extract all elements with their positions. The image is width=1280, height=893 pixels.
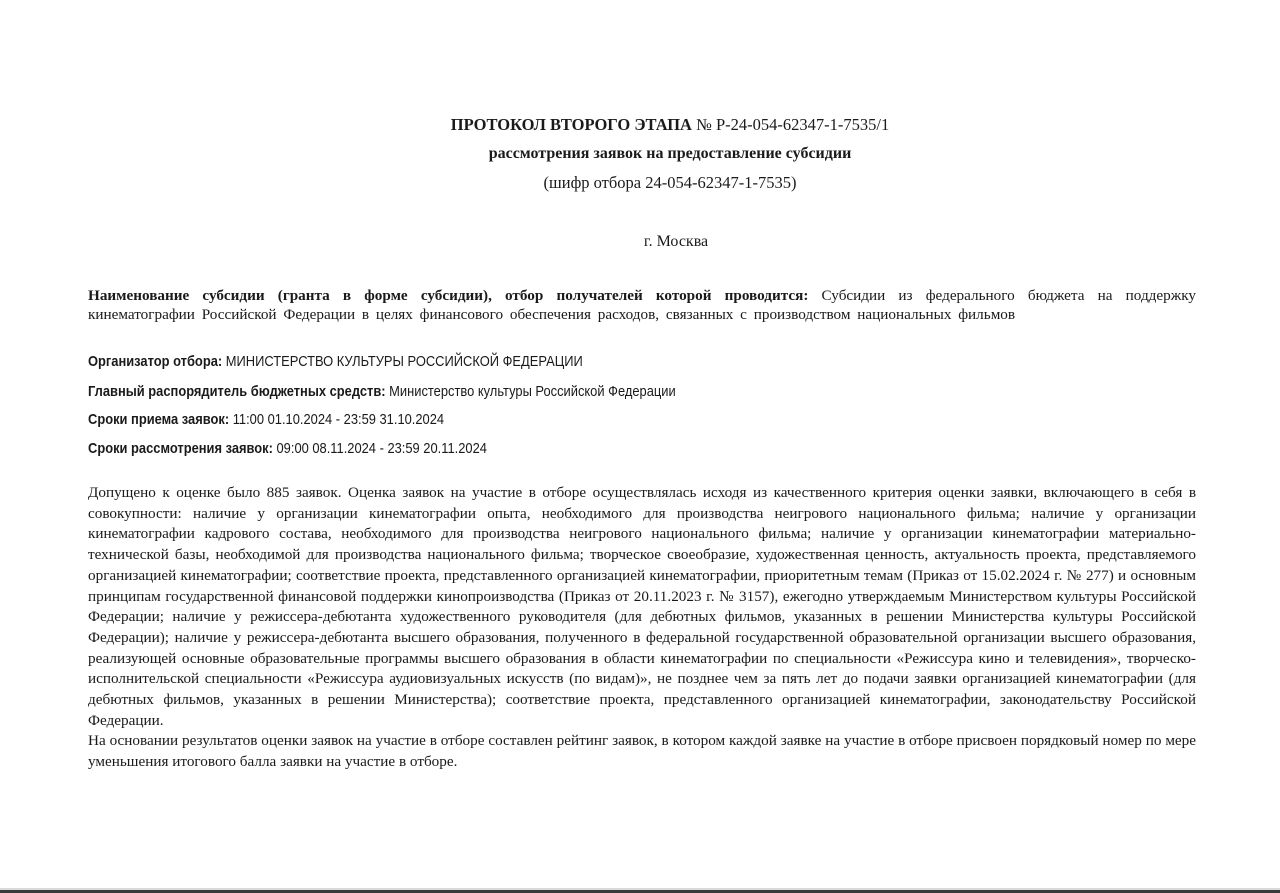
budget-administrator-label: Главный распорядитель бюджетных средств: [88,383,386,400]
budget-administrator-value: Министерство культуры Российской Федерации [385,383,676,400]
review-period-label: Сроки рассмотрения заявок: [88,440,273,457]
subsidy-name-value: Субсидии из федерального бюджета на поддержку кинематографии Российской Федерации в целях финансового обеспечения расходов, связанных с производством национальных фильмов [88,287,1196,324]
protocol-title-bold: ПРОТОКОЛ ВТОРОГО ЭТАПА [450,115,692,134]
organizer-value: МИНИСТЕРСТВО КУЛЬТУРЫ РОССИЙСКОЙ ФЕДЕРАЦИИ [222,353,583,370]
protocol-subtitle: рассмотрения заявок на предоставление субсидии [488,145,852,162]
organizer-line [88,353,583,370]
review-period-line [88,440,487,457]
organizer-label: Организатор отбора: [88,353,223,370]
evaluation-paragraph: Допущено к оценке было 885 заявок. Оценка заявок на участие в отборе осуществлялась исходя из качественного критерия оценки заявки, включающего в себя в совокупности: наличие у организации кинематографии опыта, необходимого для производства неигрового национального фильма; наличие у организации кинематографии кадрового состава, необходимого для производства неигрового национального фильма; наличие у организации кинематографии материально-технической базы, необходимой для производства национального фильма; творческое своеобразие, художественная ценность, актуальность проекта, представляемого организацией кинематографии; соответствие проекта, представленного организацией кинематографии, приоритетным темам (Приказ от 15.02.2024 г. № 277) и основным принципам государственной финансовой поддержки кинопроизводства (Приказ от 20.11.2023 г. № 3157), ежегодно утверждаемым Министерством культуры Российской Федерации; наличие у режиссера-дебютанта художественного руководителя (для дебютных фильмов, указанных в решении Министерства культуры Российской Федерации); наличие у режиссера-дебютанта высшего образования, полученного в федеральной государственной образовательной организации высшего образования, реализующей основные образовательные программы высшего образования в области кинематографии по специальности «Режиссура кино и телевидения», творческо-исполнительской специальности «Режиссура аудиовизуальных искусств (по видам)», не позднее чем за пять лет до подачи заявки организацией кинематографии (для дебютных фильмов, указанных в решении Министерства); соответствие проекта, представленного организацией кинематографии, законодательству Российской Федерации. [88,484,1196,729]
acceptance-period-value: 11:00 01.10.2024 - 23:59 31.10.2024 [229,411,445,428]
body-text [88,483,1196,773]
budget-administrator-line [88,383,676,400]
protocol-title [0,115,1280,135]
selection-cipher: (шифр отбора 24-054-62347-1-7535) [543,173,797,192]
acceptance-period-label: Сроки приема заявок: [88,411,230,428]
review-period-value: 09:00 08.11.2024 - 23:59 20.11.2024 [272,440,487,457]
city: г. Москва [643,233,709,250]
subsidy-name-label: Наименование субсидии (гранта в форме субсидии), отбор получателей которой проводится: [88,287,809,304]
acceptance-period-line [88,411,444,428]
subsidy-name-section [88,286,1196,324]
rating-paragraph: На основании результатов оценки заявок на участие в отборе составлен рейтинг заявок, в котором каждой заявке на участие в отборе присвоен порядковый номер по мере уменьшения итогового балла заявки на участие в отборе. [88,732,1196,771]
protocol-number: № Р-24-054-62347-1-7535/1 [691,115,890,134]
